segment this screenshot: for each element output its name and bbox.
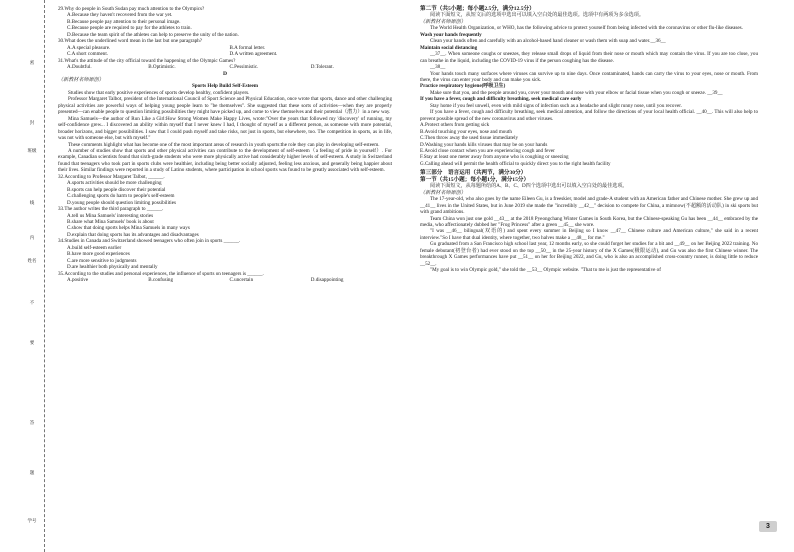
option: D.explain that doing sports has its advantages and disadvantages	[67, 231, 199, 238]
option: A.build self-esteem earlier	[67, 244, 122, 251]
answer-option: A.Protect others from getting sick	[420, 122, 490, 129]
question-33: 33.The author writes the third paragraph to ______.	[58, 206, 164, 213]
source-tag: （新教材名师原创）	[420, 18, 466, 25]
option: A.sports activities should be more challenging	[67, 180, 162, 187]
option: B.Because people pay attention to their personal image.	[67, 18, 181, 25]
option: D.Because the team spirit of the athletes can help to preserve the unity of the nation.	[67, 31, 239, 38]
option: A.tell us Mina Samuels' interesting stories	[67, 212, 154, 219]
paragraph: If you have a fever, cough and difficulty breathing, seek medical attention, and follow the directions of your local health official. __40__. This will also help to prevent possible spread of the new coronavirus and other viruses.	[420, 109, 758, 122]
source-tag: （新教材名师原创）	[58, 76, 104, 83]
source-tag: （新教材名师原创）	[420, 189, 466, 196]
option: A.A special pleasure.	[67, 44, 111, 51]
option: C.Pessimistic.	[229, 64, 259, 71]
paragraph: The 17-year-old, who also goes by the name Eileen Gu, is a freeskier, model and grade-A student with an American father and Chinese mother. She grew up and __41__ lives in the United States, but in June 2019 she made the "incredibly __42__" decision to compete for China, a mimnow(不超额的活动队) in ski sports but with grand ambitions.	[420, 196, 758, 216]
paragraph: Professor Margaret Talbot, president of the International Council of Sport Science and Physical Education, once wrote that sports, dance and other challenging physical activities are powerful ways of helping young people learn to "be themselves". She suggested that these sorts of activities—when they are properly presented—can enable people to question limiting possibilities they might have picked up, and come to view themselves and their potential（潜力）in a new way.	[58, 96, 392, 116]
gutter-label-name: 姓名	[27, 258, 37, 263]
option: D.Tolerant.	[310, 64, 334, 71]
option: B.share what Mina Samuels' book is about	[67, 218, 154, 225]
options-row	[58, 277, 392, 283]
answer-option: B.Avoid touching your eyes, nose and mouth	[420, 128, 512, 135]
paragraph: "My goal is to win Olympic gold," she told the __53__ Olympic website. "That to me is just the representative of	[430, 267, 661, 274]
paragraph: Mina Samuels—the author of Run Like a Girl:How Strong Women Make Happy Lives, wrote:"Over the years that followed my 'discovery' of running, my self-confidence grew... I discovered an ability within myself that I never knew I had, I thought of myself as a different person, as someone with more potential, broader horizons, and bigger possibilities. I saw that I could push myself and take risks, not just in sports, but elsewhere, too. The competition in sports, as in life, was not with someone else, but with myself."	[58, 115, 392, 142]
subheading: If you have a fever, cough and difficulty breathing, seek medical care early	[420, 96, 582, 103]
option: A.Doubtful.	[67, 64, 92, 71]
option: B.confusing	[148, 277, 174, 284]
option: D.young people should question limiting possibilities	[67, 199, 176, 206]
option: C.are more sensitive to judgments	[67, 257, 137, 264]
answer-option: F.Stay at least one meter away from anyone who is coughing or sneezing	[420, 154, 569, 161]
section-instructions: 阅读下面短文，从短文后的选项中选出可以填入空白处的最佳选项。选项中有两项为多余选项。	[430, 12, 644, 19]
gutter-seal-char: 密	[27, 60, 37, 65]
paragraph: The World Health Organization, or WHO, has the following advice to protect yourself from being infected with the coronavirus or other flu-like diseases.	[430, 25, 743, 32]
question-34: 34.Studies in Canada and Switzerland showed teenagers who often join in sports ______.	[58, 238, 241, 245]
gutter-seal-char: 答	[27, 420, 37, 425]
section-heading: 第一节（共15小题；每小题1分，满分15分）	[420, 176, 530, 183]
option: C.A short comment.	[67, 51, 109, 58]
part-heading: 第三部分 语言运用（共两节，满分30分）	[420, 170, 527, 177]
option: D.disappointing	[310, 277, 344, 284]
gutter-seal-char: 要	[27, 340, 37, 345]
option: C.uncertain	[229, 277, 254, 284]
question-35: 35.According to the studies and personal experiences, the influence of sports on teenagers is ______.	[58, 270, 264, 277]
paragraph: Gu graduated from a San Francisco high school last year, 12 months early, so she could forget her studies for a bit and __49__ on her Beijing 2022 training. No female debutant(初登台者) had ever stood on the top __50__ in the 25-year history of the X Games(极限运动), and Gu was also the first Chinese winner. The breakthrough X Games performances have put __51__ on her for Beijing 2022, and Gu, who is also an accomplished cross-country runner, is doing little to reduce __52__.	[420, 241, 758, 267]
question-31: 31.What's the attitude of the city official toward the happening of the Olympic Games?	[58, 57, 236, 64]
option: B.A formal letter.	[229, 44, 266, 51]
answer-option: D.Washing your hands kills viruses that may be on your hands	[420, 141, 548, 148]
option: B.sports can help people discover their potential	[67, 186, 166, 193]
gutter-seal-char: 不	[27, 300, 37, 305]
question-32: 32.According to Professor Margaret Talbot, ______.	[58, 173, 165, 180]
paragraph: "I was __46__ bilingual(双语的) and spent every summer in Beijing so I know __47__ Chinese culture and American culture," she said in a recent interview."So I have that dual identity, where together, two halves make a __48__ for me."	[420, 228, 758, 241]
paragraph: Studies show that early positive experiences of sports develop healthy, confident players.	[68, 89, 250, 96]
section-heading: 第二节（共5小题；每小题2.5分，满分12.5分）	[420, 6, 535, 12]
option: B.have more good experiences	[67, 251, 130, 258]
paragraph: __37__. When someone coughs or sneezes, they release small drops of liquid from their nose or mouth which may contain the virus. If you are too close, you can breathe in the liquid, including the COVID-19 virus if the person coughing has the disease.	[420, 51, 758, 64]
option: C.challenging sports do harm to people's self-esteem	[67, 193, 175, 200]
paragraph: Clean your hands often and carefully with an alcohol-based hand cleaner or wash them with soap and water.__36__	[430, 38, 666, 45]
gutter-label-number: 学号	[27, 518, 37, 523]
options-row	[58, 51, 392, 57]
question-30: 30.What does the underlined word mean in the last but one paragraph?	[58, 38, 202, 45]
question-29: 29.Why do people in South Sudan pay much attention to the Olympics?	[58, 6, 205, 12]
binding-line	[44, 0, 45, 552]
section-letter: D	[222, 70, 228, 77]
gutter-seal-char: 内	[27, 235, 37, 240]
gutter-seal-char: 线	[27, 200, 37, 205]
answer-option: E.Avoid close contact when you are experiencing cough and fever	[420, 147, 555, 154]
option: C.Because people are required to pay for the athletes to train.	[67, 25, 192, 32]
right-column	[420, 6, 758, 274]
subheading: Maintain social distancing	[420, 44, 478, 51]
option: D.A written agreement.	[229, 51, 278, 58]
section-instructions: 阅读下面短文，从每题所给的A、B、C、D四个选项中选出可以填入空白处的最佳选项。	[430, 183, 628, 190]
page-number: 3	[759, 521, 777, 532]
options-row	[58, 64, 392, 70]
option: A.positive	[67, 277, 89, 284]
paragraph: Your hands touch many surfaces where viruses can survive up to nine days. Once contaminated, hands can carry the virus to your eyes, nose or mouth. From there, the virus can enter your body and can make you sick.	[420, 70, 758, 83]
option: A.Because they haven't recovered from the war yet.	[67, 12, 173, 19]
paragraph: Stay home if you feel unwell, even with mild signs of infection such as a headache and slight runny nose, until you recover.	[430, 102, 682, 109]
passage-title: Sports Help Build Self-Esteem	[191, 83, 259, 90]
answer-option: C.Then throw away the used tissue immediately	[420, 135, 519, 142]
gutter-seal-char: 题	[27, 470, 37, 475]
answer-option: G.Calling ahead will permit the health official to quickly direct you to the right health facility	[420, 160, 611, 167]
option: B.Optimistic.	[148, 64, 176, 71]
paragraph: Team China won just one gold __43__ at the 2018 Pyeongchang Winter Games in South Korea, but the Chinese-speaking Gu has been __44__ embraced by the media, who affectionately dubbed her "Frog Princess" after a green __45__ she wore.	[420, 215, 758, 228]
gutter-label-class: 班级	[27, 148, 37, 153]
left-column	[58, 6, 392, 283]
subheading: Wash your hands frequently	[420, 31, 482, 38]
option: D.are healthier both physically and mentally	[67, 264, 158, 271]
paragraph: These comments highlight what has become one of the most important areas of research in youth sports:the role they can play in developing self-esteem.	[68, 141, 380, 148]
subheading: Practice respiratory hygiene(呼吸卫生)	[420, 83, 506, 90]
binding-gutter	[0, 0, 52, 552]
option: C.show that doing sports helps Mina Samuels in many ways	[67, 225, 190, 232]
paragraph: A number of studies show that sports and other physical activities can contribute to the development of self-esteem（a feeling of pride in yourself）. For example, Canadian scientists found that sixth-grade students who were more physically active had considerably higher levels of self-esteem. A study in Switzerland found that teenagers who took part in sports clubs were healthier, including being better socially adjusted, feeling less anxious, and generally being happier about their lives. Similar findings were reported in a study of Latino students, where participation in school sports was found to be greatly associated with self-esteem.	[58, 147, 392, 174]
gutter-seal-char: 封	[27, 120, 37, 125]
paragraph: __38__	[430, 64, 446, 71]
paragraph: Make sure that you, and the people around you, cover your mouth and nose with your elbow or facial tissue when you cough or sneeze. __39__	[430, 89, 723, 96]
